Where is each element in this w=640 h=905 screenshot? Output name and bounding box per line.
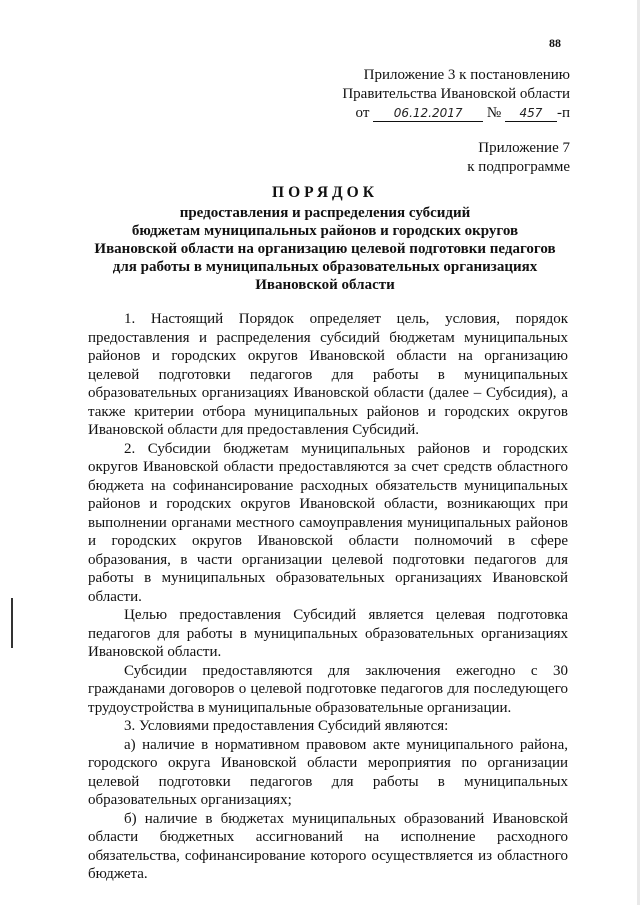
from-label: от xyxy=(355,105,370,121)
appendix-3-block xyxy=(342,66,570,123)
number-label: № xyxy=(486,105,502,121)
heading-line-4: для работы в муниципальных образовательных организациях xyxy=(112,259,538,275)
handwritten-date: 06.12.2017 xyxy=(373,106,483,122)
paragraph-3: Целью предоставления Субсидий является целевая подготовка педагогов для работы в муниципальных образовательных организациях Ивановской области. xyxy=(88,607,568,660)
appendix-7-block xyxy=(467,139,570,177)
heading-line-2: бюджетам муниципальных районов и городских округов xyxy=(131,223,519,239)
page-number: 88 xyxy=(549,36,561,50)
heading-line-5: Ивановской области xyxy=(255,277,395,293)
appendix-7-line2: к подпрограмме xyxy=(467,159,570,175)
document-heading xyxy=(85,184,565,294)
appendix-3-line2: Правительства Ивановской области xyxy=(342,86,570,102)
paragraph-5: 3. Условиями предоставления Субсидий являются: xyxy=(124,718,449,734)
paragraph-4: Субсидии предоставляются для заключения ежегодно с 30 гражданами договоров о целевой подготовке педагогов для последующего трудоустройства в муниципальные образовательные организации. xyxy=(88,662,568,716)
paragraph-1: 1. Настоящий Порядок определяет цель, условия, порядок предоставления и распределения субсидий бюджетам муниципальных районов и городских округов Ивановской области на организацию целевой подготовки педагогов для работы в муниципальных образовательных организациях Ивановской области (далее – Субсидия), а также критерии отбора муниципальных районов и городских округов Ивановской области для предоставления Субсидий. xyxy=(88,311,568,438)
document-title: ПОРЯДОК xyxy=(272,184,378,201)
paragraph-2: 2. Субсидии бюджетам муниципальных районов и городских округов Ивановской области предоставляются за счет средств областного бюджета на софинансирование расходных обязательств муниципальных районов и городских округов Ивановской области, возникающих при выполнении органами местного самоуправления муниципальных районов и городских округов Ивановской области полномочий в сфере образования, в части организации целевой подготовки педагогов для работы в муниципальных образовательных организациях Ивановской области. xyxy=(88,440,568,605)
margin-mark xyxy=(11,598,13,648)
appendix-3-line1: Приложение 3 к постановлению xyxy=(363,67,570,83)
number-suffix: -п xyxy=(556,105,570,121)
heading-line-1: предоставления и распределения субсидий xyxy=(179,205,471,221)
appendix-3-date-row xyxy=(342,104,570,123)
appendix-7-line1: Приложение 7 xyxy=(478,140,570,156)
paragraph-6: а) наличие в нормативном правовом акте муниципального района, городского округа Ивановской области мероприятия по организации целевой подготовки педагогов для работы в муниципальных образовательных организациях; xyxy=(88,736,568,808)
document-body xyxy=(88,310,568,884)
handwritten-number: 457 xyxy=(505,106,557,122)
heading-line-3: Ивановской области на организацию целевой подготовки педагогов xyxy=(94,241,556,257)
paragraph-7: б) наличие в бюджетах муниципальных образований Ивановской области бюджетных ассигнований на исполнение расходного обязательства, софинансирование которого осуществляется из областного бюджета. xyxy=(88,810,568,882)
